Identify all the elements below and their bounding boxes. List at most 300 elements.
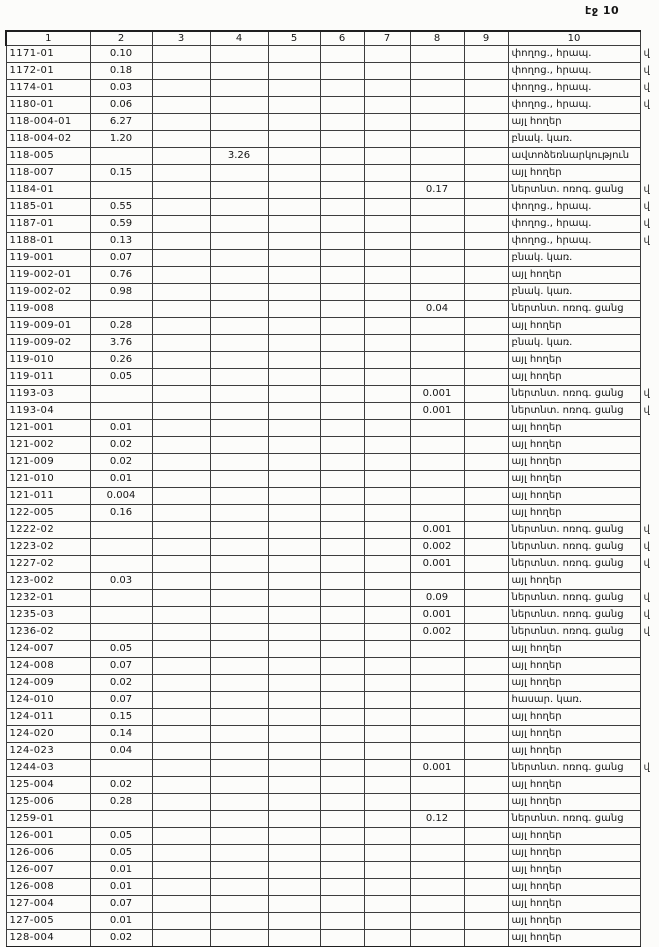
- cell-land-use: այլ հողեր: [508, 318, 640, 335]
- margin-note: [640, 743, 658, 760]
- cell-col5: [268, 845, 320, 862]
- cell-col6: [320, 828, 364, 845]
- cell-col3: [152, 573, 210, 590]
- cell-col4: [210, 301, 268, 318]
- cell-col4: [210, 879, 268, 896]
- cell-col6: [320, 216, 364, 233]
- cell-col5: [268, 539, 320, 556]
- cell-col2: [90, 539, 152, 556]
- margin-note: [640, 777, 658, 794]
- margin-note: [640, 879, 658, 896]
- cell-parcel-code: 121-002: [6, 437, 90, 454]
- table-row: [6, 845, 658, 862]
- cell-col5: [268, 641, 320, 658]
- cell-col9: [464, 896, 508, 913]
- cell-col4: [210, 590, 268, 607]
- margin-note: վ: [643, 99, 650, 110]
- cell-col2: 0.28: [90, 794, 152, 811]
- cell-land-use: այլ հողեր: [508, 828, 640, 845]
- cell-col3: [152, 114, 210, 131]
- cell-land-use: ավտոձեռնարկություն: [508, 148, 640, 165]
- cell-col8: [410, 233, 464, 250]
- cell-col8: 0.04: [410, 301, 464, 318]
- cell-col8: [410, 437, 464, 454]
- table-row: [6, 794, 658, 811]
- cell-col8: [410, 114, 464, 131]
- cell-col9: [464, 114, 508, 131]
- cell-col3: [152, 709, 210, 726]
- cell-col9: [464, 403, 508, 420]
- cell-col9: [464, 165, 508, 182]
- cell-col5: [268, 675, 320, 692]
- cell-col5: [268, 471, 320, 488]
- margin-note: [640, 437, 658, 454]
- table-row: [6, 199, 658, 216]
- cell-col6: [320, 352, 364, 369]
- cell-col4: [210, 267, 268, 284]
- cell-col7: [364, 352, 410, 369]
- cell-col3: [152, 505, 210, 522]
- cell-land-use: այլ հողեր: [508, 675, 640, 692]
- margin-note: [640, 675, 658, 692]
- cell-col7: [364, 658, 410, 675]
- cell-land-use: ներտնտ. ոռոգ. ցանց: [508, 539, 640, 556]
- cell-col8: 0.17: [410, 182, 464, 199]
- cell-col7: [364, 335, 410, 352]
- cell-col6: [320, 505, 364, 522]
- margin-note: [640, 573, 658, 590]
- margin-note: [640, 454, 658, 471]
- cell-col8: [410, 777, 464, 794]
- cell-col2: 0.55: [90, 199, 152, 216]
- cell-col9: [464, 539, 508, 556]
- cell-col5: [268, 590, 320, 607]
- cell-parcel-code: 1185-01: [6, 199, 90, 216]
- cell-col6: [320, 131, 364, 148]
- cell-col6: [320, 539, 364, 556]
- cell-col9: [464, 369, 508, 386]
- margin-note: վ: [643, 184, 650, 195]
- cell-col8: [410, 726, 464, 743]
- cell-col4: [210, 488, 268, 505]
- cell-land-use: ներտնտ. ոռոգ. ցանց: [508, 386, 640, 403]
- cell-land-use: ներտնտ. ոռոգ. ցանց: [508, 522, 640, 539]
- cell-col3: [152, 250, 210, 267]
- cell-parcel-code: 118-004-02: [6, 131, 90, 148]
- table-row: [6, 573, 658, 590]
- cell-col9: [464, 386, 508, 403]
- cell-col6: [320, 726, 364, 743]
- cell-col5: [268, 743, 320, 760]
- cell-col4: [210, 522, 268, 539]
- margin-note: [640, 505, 658, 522]
- margin-note: վ: [643, 218, 650, 229]
- cell-col3: [152, 590, 210, 607]
- cell-col8: 0.001: [410, 522, 464, 539]
- cell-parcel-code: 118-005: [6, 148, 90, 165]
- margin-note: [640, 114, 658, 131]
- cell-col5: [268, 930, 320, 947]
- cell-land-use: փողոց., հրապ.: [508, 199, 640, 216]
- cell-col7: [364, 386, 410, 403]
- table-row: [6, 658, 658, 675]
- cell-col4: [210, 743, 268, 760]
- cell-col2: 0.01: [90, 879, 152, 896]
- cell-col6: [320, 607, 364, 624]
- cell-col7: [364, 505, 410, 522]
- cell-col3: [152, 386, 210, 403]
- table-row: [6, 556, 658, 573]
- cell-col2: 0.16: [90, 505, 152, 522]
- cell-col2: 0.05: [90, 641, 152, 658]
- cell-parcel-code: 1222-02: [6, 522, 90, 539]
- column-header-10: 10: [508, 31, 640, 46]
- cell-col5: [268, 216, 320, 233]
- cell-col2: 0.07: [90, 896, 152, 913]
- cell-col3: [152, 46, 210, 63]
- cell-col8: 0.12: [410, 811, 464, 828]
- cell-col4: [210, 675, 268, 692]
- cell-col7: [364, 267, 410, 284]
- cell-parcel-code: 1259-01: [6, 811, 90, 828]
- cell-col3: [152, 233, 210, 250]
- cell-parcel-code: 127-005: [6, 913, 90, 930]
- cell-land-use: բնակ. կառ.: [508, 131, 640, 148]
- cell-col2: 0.02: [90, 437, 152, 454]
- cell-col9: [464, 845, 508, 862]
- table-row: [6, 301, 658, 318]
- cell-col4: [210, 114, 268, 131]
- cell-parcel-code: 121-011: [6, 488, 90, 505]
- cell-col3: [152, 692, 210, 709]
- cell-col7: [364, 522, 410, 539]
- cell-col3: [152, 148, 210, 165]
- cell-parcel-code: 119-010: [6, 352, 90, 369]
- cell-col7: [364, 46, 410, 63]
- cell-col3: [152, 760, 210, 777]
- table-row: [6, 777, 658, 794]
- cell-col8: [410, 335, 464, 352]
- cell-parcel-code: 1232-01: [6, 590, 90, 607]
- cell-land-use: ներտնտ. ոռոգ. ցանց: [508, 590, 640, 607]
- cell-col3: [152, 743, 210, 760]
- cell-col6: [320, 811, 364, 828]
- cell-col6: [320, 556, 364, 573]
- cell-col5: [268, 284, 320, 301]
- cell-col2: 0.004: [90, 488, 152, 505]
- cell-col7: [364, 930, 410, 947]
- cell-col5: [268, 607, 320, 624]
- cell-land-use: բնակ. կառ.: [508, 335, 640, 352]
- cell-col3: [152, 267, 210, 284]
- cell-col7: [364, 692, 410, 709]
- cell-col6: [320, 488, 364, 505]
- cell-land-use: այլ հողեր: [508, 930, 640, 947]
- cell-col6: [320, 471, 364, 488]
- cell-col6: [320, 862, 364, 879]
- cell-col7: [364, 641, 410, 658]
- cell-col9: [464, 233, 508, 250]
- cell-col9: [464, 454, 508, 471]
- cell-col2: [90, 590, 152, 607]
- cell-col9: [464, 879, 508, 896]
- cell-parcel-code: 126-007: [6, 862, 90, 879]
- cell-col2: 0.03: [90, 573, 152, 590]
- cell-col8: [410, 420, 464, 437]
- cell-col5: [268, 454, 320, 471]
- cell-col2: [90, 811, 152, 828]
- cell-col7: [364, 777, 410, 794]
- cell-col7: [364, 845, 410, 862]
- cell-col8: 0.09: [410, 590, 464, 607]
- cell-col9: [464, 420, 508, 437]
- table-row: [6, 335, 658, 352]
- cell-col2: 0.59: [90, 216, 152, 233]
- cell-col6: [320, 879, 364, 896]
- cell-parcel-code: 126-008: [6, 879, 90, 896]
- table-row: [6, 233, 658, 250]
- margin-note: վ: [643, 235, 650, 246]
- cell-col2: 0.15: [90, 165, 152, 182]
- cell-col2: 0.04: [90, 743, 152, 760]
- cell-col2: [90, 760, 152, 777]
- cell-col6: [320, 199, 364, 216]
- cell-col3: [152, 488, 210, 505]
- cell-col3: [152, 879, 210, 896]
- margin-note: վ: [643, 82, 650, 93]
- cell-parcel-code: 124-011: [6, 709, 90, 726]
- cell-col2: 0.05: [90, 845, 152, 862]
- cell-col9: [464, 658, 508, 675]
- cell-land-use: այլ հողեր: [508, 777, 640, 794]
- cell-land-use: այլ հողեր: [508, 862, 640, 879]
- cell-parcel-code: 119-008: [6, 301, 90, 318]
- cell-col3: [152, 777, 210, 794]
- cell-col4: [210, 845, 268, 862]
- cell-col9: [464, 811, 508, 828]
- cell-col9: [464, 930, 508, 947]
- cell-col8: [410, 658, 464, 675]
- cell-col2: 0.02: [90, 454, 152, 471]
- cell-col4: [210, 777, 268, 794]
- column-header-9: 9: [464, 31, 508, 46]
- cell-col8: [410, 675, 464, 692]
- cell-col3: [152, 97, 210, 114]
- cell-col4: [210, 726, 268, 743]
- cell-col6: [320, 590, 364, 607]
- cell-col5: [268, 811, 320, 828]
- cell-parcel-code: 121-010: [6, 471, 90, 488]
- table-row: [6, 403, 658, 420]
- cell-col5: [268, 556, 320, 573]
- cell-land-use: ներտնտ. ոռոգ. ցանց: [508, 811, 640, 828]
- cell-parcel-code: 1184-01: [6, 182, 90, 199]
- cell-land-use: ներտնտ. ոռոգ. ցանց: [508, 182, 640, 199]
- cell-col9: [464, 522, 508, 539]
- cell-col7: [364, 80, 410, 97]
- cell-col6: [320, 369, 364, 386]
- cell-col9: [464, 675, 508, 692]
- cell-col9: [464, 250, 508, 267]
- cell-col2: [90, 386, 152, 403]
- cell-col8: [410, 828, 464, 845]
- margin-note: [640, 488, 658, 505]
- cell-land-use: այլ հողեր: [508, 896, 640, 913]
- cell-col3: [152, 607, 210, 624]
- table-row: [6, 114, 658, 131]
- cell-col4: [210, 828, 268, 845]
- table-row: [6, 879, 658, 896]
- cell-land-use: այլ հողեր: [508, 845, 640, 862]
- cell-col3: [152, 199, 210, 216]
- table-row: [6, 930, 658, 947]
- cell-col5: [268, 114, 320, 131]
- column-header-1: 1: [6, 31, 90, 46]
- cell-col4: [210, 760, 268, 777]
- cell-parcel-code: 127-004: [6, 896, 90, 913]
- cell-col2: 0.14: [90, 726, 152, 743]
- cell-col4: [210, 811, 268, 828]
- cell-col2: 0.98: [90, 284, 152, 301]
- table-row: [6, 709, 658, 726]
- cell-parcel-code: 1180-01: [6, 97, 90, 114]
- cell-parcel-code: 1244-03: [6, 760, 90, 777]
- cell-col3: [152, 131, 210, 148]
- cell-col6: [320, 573, 364, 590]
- table-row: [6, 63, 658, 80]
- cell-col7: [364, 811, 410, 828]
- cell-col6: [320, 335, 364, 352]
- cell-col3: [152, 335, 210, 352]
- cell-col3: [152, 726, 210, 743]
- margin-note: [640, 811, 658, 828]
- cell-col9: [464, 777, 508, 794]
- cell-col6: [320, 46, 364, 63]
- cell-col6: [320, 794, 364, 811]
- cell-col8: [410, 199, 464, 216]
- cell-col9: [464, 267, 508, 284]
- cell-col5: [268, 624, 320, 641]
- table-row: [6, 148, 658, 165]
- cell-col6: [320, 692, 364, 709]
- margin-note: վ: [643, 405, 650, 416]
- cell-col5: [268, 199, 320, 216]
- cell-col6: [320, 930, 364, 947]
- cell-col6: [320, 114, 364, 131]
- cell-col3: [152, 539, 210, 556]
- cell-parcel-code: 124-020: [6, 726, 90, 743]
- cell-col8: [410, 471, 464, 488]
- cell-col8: [410, 250, 464, 267]
- cell-col8: [410, 165, 464, 182]
- cell-col5: [268, 420, 320, 437]
- cell-parcel-code: 124-023: [6, 743, 90, 760]
- cell-col5: [268, 505, 320, 522]
- cell-col4: 3.26: [210, 148, 268, 165]
- cell-col6: [320, 675, 364, 692]
- cell-col9: [464, 335, 508, 352]
- cell-col8: [410, 131, 464, 148]
- page-number-label: էջ 10: [585, 4, 620, 17]
- cell-col4: [210, 607, 268, 624]
- table-header: [6, 31, 658, 46]
- cell-parcel-code: 122-005: [6, 505, 90, 522]
- cell-col4: [210, 63, 268, 80]
- cell-col2: [90, 403, 152, 420]
- cell-col8: [410, 913, 464, 930]
- cell-col8: 0.001: [410, 607, 464, 624]
- cell-col3: [152, 165, 210, 182]
- cell-col8: [410, 896, 464, 913]
- cell-col3: [152, 420, 210, 437]
- cell-col4: [210, 556, 268, 573]
- cell-col2: 0.01: [90, 862, 152, 879]
- cell-col2: 0.26: [90, 352, 152, 369]
- cell-col6: [320, 454, 364, 471]
- cell-col4: [210, 505, 268, 522]
- cell-col4: [210, 437, 268, 454]
- cell-col6: [320, 165, 364, 182]
- table-row: [6, 624, 658, 641]
- cell-col4: [210, 369, 268, 386]
- cell-parcel-code: 1187-01: [6, 216, 90, 233]
- cell-parcel-code: 119-002-01: [6, 267, 90, 284]
- margin-note: [640, 896, 658, 913]
- cell-parcel-code: 126-006: [6, 845, 90, 862]
- margin-note: վ: [643, 609, 650, 620]
- cell-col2: 0.02: [90, 930, 152, 947]
- cell-parcel-code: 118-004-01: [6, 114, 90, 131]
- cell-col9: [464, 726, 508, 743]
- cell-col7: [364, 471, 410, 488]
- cell-col4: [210, 692, 268, 709]
- cell-col4: [210, 930, 268, 947]
- cell-parcel-code: 124-007: [6, 641, 90, 658]
- column-header-2: 2: [90, 31, 152, 46]
- column-number-row: [6, 31, 658, 46]
- cell-col6: [320, 709, 364, 726]
- cell-col7: [364, 624, 410, 641]
- cell-col7: [364, 437, 410, 454]
- cell-col7: [364, 760, 410, 777]
- cell-col7: [364, 913, 410, 930]
- cell-parcel-code: 1227-02: [6, 556, 90, 573]
- cell-col4: [210, 624, 268, 641]
- cell-col9: [464, 182, 508, 199]
- cell-col4: [210, 454, 268, 471]
- cell-col7: [364, 488, 410, 505]
- cell-col6: [320, 63, 364, 80]
- cell-col7: [364, 454, 410, 471]
- cell-parcel-code: 125-006: [6, 794, 90, 811]
- cell-col2: 3.76: [90, 335, 152, 352]
- cell-land-use: այլ հողեր: [508, 471, 640, 488]
- cell-col8: [410, 692, 464, 709]
- cell-col4: [210, 641, 268, 658]
- cell-col8: [410, 454, 464, 471]
- cell-parcel-code: 1171-01: [6, 46, 90, 63]
- cell-col6: [320, 624, 364, 641]
- cell-col8: [410, 63, 464, 80]
- cell-land-use: այլ հողեր: [508, 454, 640, 471]
- cell-col6: [320, 913, 364, 930]
- cell-col8: [410, 862, 464, 879]
- margin-note: [640, 250, 658, 267]
- cell-col4: [210, 284, 268, 301]
- cell-land-use: այլ հողեր: [508, 437, 640, 454]
- cell-col9: [464, 97, 508, 114]
- cell-col3: [152, 437, 210, 454]
